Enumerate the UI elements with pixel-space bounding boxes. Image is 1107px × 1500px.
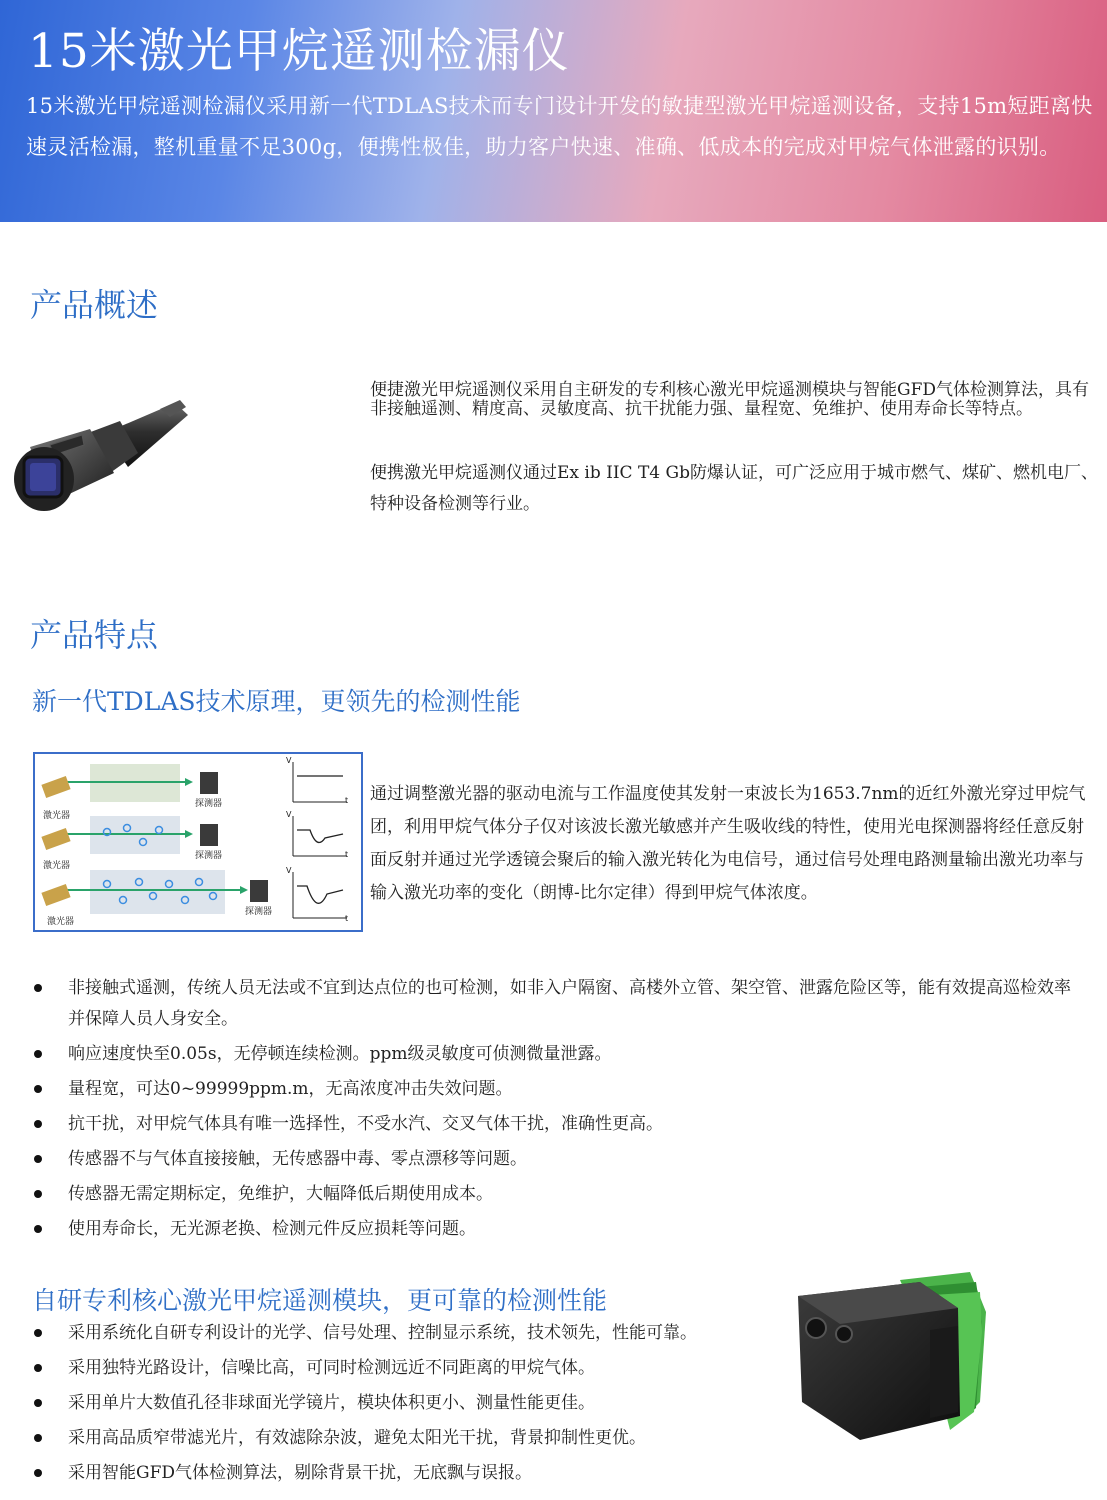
list-item [34, 1144, 1084, 1175]
bullet-dot [34, 1190, 42, 1198]
list-item [34, 1318, 764, 1349]
module-image [790, 1272, 990, 1442]
graph-axis-v-2: V [286, 810, 292, 819]
bullet-text: 非接触式遥测，传统人员无法或不宜到达点位的也可检测，如非入户隔窗、高楼外立管、架空管、泄露危险区等，能有效提高巡检效率并保障人员人身安全。 [68, 978, 1071, 1029]
hero-banner [0, 0, 1107, 222]
features-title: 产品特点 [30, 616, 159, 654]
detector-label-3: 探测器 [245, 907, 273, 917]
bullet-text: 传感器无需定期标定，免维护，大幅降低后期使用成本。 [68, 1184, 493, 1204]
laser-label-1: 激光器 [43, 811, 71, 821]
module-subtitle: 自研专利核心激光甲烷遥测模块，更可靠的检测性能 [32, 1286, 608, 1315]
bullet-text: 采用系统化自研专利设计的光学、信号处理、控制显示系统，技术领先，性能可靠。 [68, 1323, 697, 1343]
graph-axis-t-2: t [345, 850, 349, 859]
bullet-text: 采用单片大数值孔径非球面光学镜片，模块体积更小、测量性能更佳。 [68, 1393, 595, 1413]
bullet-dot [34, 1225, 42, 1233]
bullet-text: 响应速度快至0.05s，无停顿连续检测。ppm级灵敏度可侦测微量泄露。 [68, 1044, 612, 1064]
bullet-text: 采用独特光路设计，信噪比高，可同时检测远近不同距离的甲烷气体。 [68, 1358, 595, 1378]
graph-axis-v-1: V [286, 756, 292, 765]
graph-axis-t-1: t [345, 796, 349, 805]
laser-label-2: 激光器 [43, 861, 71, 871]
bullet-dot [34, 1434, 42, 1442]
bullet-text: 采用高品质窄带滤光片，有效滤除杂波，避免太阳光干扰，背景抑制性更优。 [68, 1428, 646, 1448]
tdlas-subtitle: 新一代TDLAS技术原理，更领先的检测性能 [32, 687, 521, 716]
list-item [34, 1179, 1084, 1210]
bullet-dot [34, 1364, 42, 1372]
detector-label-2: 探测器 [195, 851, 223, 861]
hero-description: 15米激光甲烷遥测检漏仪采用新一代TDLAS技术而专门设计开发的敏捷型激光甲烷遥测设备，支持15m短距离快速灵活检漏，整机重量不足300g，便携性极佳，助力客户快速、准确、低成本的完成对甲烷气体泄露的识别。 [26, 94, 1093, 159]
list-item [34, 1074, 1084, 1105]
bullet-text: 传感器不与气体直接接触，无传感器中毒、零点漂移等问题。 [68, 1149, 527, 1169]
bullet-dot [34, 1329, 42, 1337]
device-illustration [10, 395, 190, 515]
bullet-dot [34, 1085, 42, 1093]
bullet-dot [34, 1469, 42, 1477]
tdlas-principle-diagram [33, 752, 363, 932]
overview-paragraph-2: 便携激光甲烷遥测仪通过Ex ib IIC T4 Gb防爆认证，可广泛应用于城市燃气、煤矿、燃机电厂、特种设备检测等行业。 [370, 463, 1098, 514]
list-item [34, 1423, 764, 1454]
laser-label-3: 激光器 [47, 917, 75, 927]
bullet-text: 使用寿命长，无光源老换、检测元件反应损耗等问题。 [68, 1219, 476, 1239]
list-item [34, 1388, 764, 1419]
tdlas-diagram-art [35, 754, 361, 930]
bullet-dot [34, 1399, 42, 1407]
bullet-dot [34, 1155, 42, 1163]
bullet-text: 抗干扰，对甲烷气体具有唯一选择性，不受水汽、交叉气体干扰，准确性更高。 [68, 1114, 663, 1134]
bullet-text: 量程宽，可达0~99999ppm.m，无高浓度冲击失效问题。 [68, 1079, 513, 1099]
graph-axis-v-3: V [286, 866, 292, 875]
list-item [34, 1214, 1084, 1245]
overview-paragraph-1: 便捷激光甲烷遥测仪采用自主研发的专利核心激光甲烷遥测模块与智能GFD气体检测算法，具有非接触遥测、精度高、灵敏度高、抗干扰能力强、量程宽、免维护、使用寿命长等特点。 [370, 380, 1090, 419]
bullet-dot [34, 1050, 42, 1058]
tdlas-paragraph: 通过调整激光器的驱动电流与工作温度使其发射一束波长为1653.7nm的近红外激光穿过甲烷气团，利用甲烷气体分子仅对该波长激光敏感并产生吸收线的特性，使用光电探测器将经任意反射面反射并通过光学透镜会聚后的输入激光转化为电信号，通过信号处理电路测量输出激光功率与输入激光功率的变化（朗博-比尔定律）得到甲烷气体浓度。 [370, 784, 1086, 903]
overview-title: 产品概述 [30, 286, 159, 324]
list-item [34, 1109, 1084, 1140]
bullet-dot [34, 1120, 42, 1128]
graph-axis-t-3: t [345, 914, 349, 923]
detector-label-1: 探测器 [195, 799, 223, 809]
feature-bullet-list [34, 973, 1084, 1249]
list-item [34, 973, 1084, 1035]
device-image [10, 395, 190, 515]
module-illustration [790, 1272, 990, 1442]
list-item [34, 1039, 1084, 1070]
bullet-text: 采用智能GFD气体检测算法，剔除背景干扰，无底飘与误报。 [68, 1463, 533, 1483]
module-bullet-list [34, 1318, 764, 1493]
page-title: 15米激光甲烷遥测检漏仪 [28, 24, 570, 79]
bullet-dot [34, 984, 42, 992]
list-item [34, 1458, 764, 1489]
list-item [34, 1353, 764, 1384]
